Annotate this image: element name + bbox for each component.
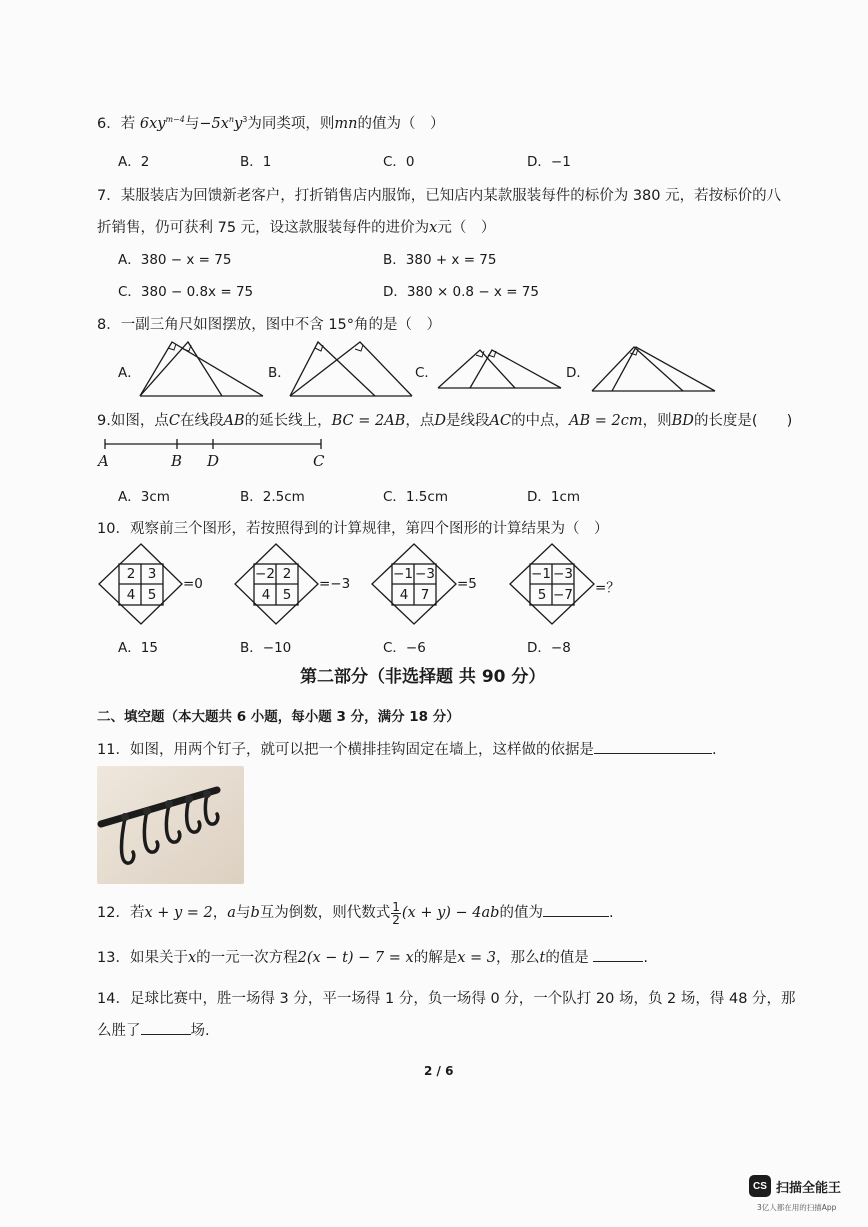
q10-figure-4 — [510, 544, 594, 624]
q8-set-squares-figure — [0, 0, 868, 420]
q6-option-c: C．0 — [383, 154, 415, 170]
q6-stem: 6．若 $6xy^{m-4}$与$-5x^ny^3$为同类项，则mn的值为（ ） — [97, 115, 445, 132]
q10-fig3-cell-tl: −1 — [393, 566, 413, 582]
q11-stem: 11．如图，用两个钉子，就可以把一个横排挂钩固定在墙上，这样做的依据是 . — [97, 742, 717, 758]
q8-option-c: C． — [415, 365, 438, 381]
q9-point-a-label: A — [98, 452, 109, 470]
watermark-tagline: 3亿人都在用的扫描App — [757, 1203, 837, 1212]
q11-answer-blank[interactable] — [594, 741, 712, 754]
q13-stem: 13．如果关于x的一元一次方程2(x − t) − 7 = x的解是x = 3，那么t的值是 . — [97, 950, 649, 966]
q10-figure-2 — [235, 544, 318, 624]
q9-stem: 9.如图，点C在线段AB的延长线上，BC = 2AB，点D是线段AC的中点，AB = 2cm，则BD的长度是( ) — [97, 413, 793, 429]
q7-option-d: D．380 × 0.8 − x = 75 — [383, 284, 539, 300]
q12-stem: 12．若x + y = 2，a与b互为倒数，则代数式 $\frac{1}{2}$ (x + y) − 4ab的值为 . — [97, 899, 614, 927]
camscanner-logo-icon: CS — [749, 1175, 771, 1197]
section2-header: 二、填空题（本大题共 6 小题，每小题 3 分，满分 18 分） — [97, 709, 460, 725]
q10-fig1-cell-tl: 2 — [126, 566, 136, 582]
q9-point-d-label: D — [207, 452, 220, 470]
q10-fig3-cell-tr: −3 — [415, 566, 435, 582]
q10-fig3-result: =5 — [457, 576, 477, 592]
q9-option-c: C．1.5cm — [383, 489, 448, 505]
q9-option-a: A．3cm — [118, 489, 170, 505]
q10-fig4-cell-tl: −1 — [531, 566, 551, 582]
q8-figure-a — [140, 342, 263, 396]
q10-fig2-cell-bl: 4 — [261, 587, 271, 603]
q7-line2: 折销售，仍可获利 75 元，设这款服装每件的进价为x元（ ） — [97, 220, 496, 236]
q10-fig1-result: =0 — [183, 576, 203, 592]
q10-fig1-cell-tr: 3 — [147, 566, 157, 582]
q8-stem: 8．一副三角尺如图摆放，图中不含 15°角的是（ ） — [97, 317, 442, 333]
q10-fig2-cell-tl: −2 — [255, 566, 275, 582]
q10-option-a: A．15 — [118, 640, 158, 656]
q14-line2: 么胜了 场. — [97, 1023, 210, 1039]
q10-figure-1 — [99, 544, 182, 624]
q10-stem: 10．观察前三个图形，若按照得到的计算规律，第四个图形的计算结果为（ ） — [97, 521, 609, 537]
q9-point-b-label: B — [171, 452, 183, 470]
q7-option-b: B．380 + x = 75 — [383, 252, 497, 268]
q10-fig1-cell-br: 5 — [147, 587, 157, 603]
q7-option-a: A．380 − x = 75 — [118, 252, 232, 268]
q10-fig3-cell-br: 7 — [420, 587, 430, 603]
q12-answer-blank[interactable] — [543, 904, 609, 917]
q7-line1: 7．某服装店为回馈新老客户，打折销售店内服饰，已知店内某款服装每件的标价为 380 元，若按标价的八 — [97, 188, 782, 204]
q14-line1: 14．足球比赛中，胜一场得 3 分，平一场得 1 分，负一场得 0 分，一个队打 20 场，负 2 场，得 48 分，那 — [97, 991, 796, 1007]
q10-fig2-cell-tr: 2 — [282, 566, 292, 582]
q10-fig4-cell-br: −7 — [553, 587, 573, 603]
q8-option-d: D． — [566, 365, 590, 381]
q6-option-a: A．2 — [118, 154, 150, 170]
q9-option-b: B．2.5cm — [240, 489, 305, 505]
q9-option-d: D．1cm — [527, 489, 581, 505]
page-number: 2 / 6 — [424, 1064, 454, 1078]
q14-answer-blank[interactable] — [141, 1022, 191, 1035]
q8-figure-c — [438, 350, 561, 388]
q10-fig4-cell-bl: 5 — [537, 587, 547, 603]
q6-option-b: B．1 — [240, 154, 272, 170]
q10-option-b: B．−10 — [240, 640, 292, 656]
q13-answer-blank[interactable] — [593, 949, 643, 962]
q12-fraction: $\frac{1}{2}$ — [392, 899, 400, 927]
part2-title: 第二部分（非选择题 共 90 分） — [300, 667, 546, 687]
q9-point-c-label: C — [313, 452, 325, 470]
q6-option-d: D．−1 — [527, 154, 571, 170]
q10-fig1-cell-bl: 4 — [126, 587, 136, 603]
q8-option-a: A． — [118, 365, 141, 381]
q8-option-b: B． — [268, 365, 291, 381]
q10-fig3-cell-bl: 4 — [399, 587, 409, 603]
q7-option-c: C．380 − 0.8x = 75 — [118, 284, 254, 300]
q10-fig2-cell-br: 5 — [282, 587, 292, 603]
q8-figure-d — [592, 347, 715, 391]
q10-option-c: C．−6 — [383, 640, 426, 656]
q10-fig4-result: =？ — [595, 580, 620, 596]
q10-fig4-cell-tr: −3 — [553, 566, 573, 582]
q10-option-d: D．−8 — [527, 640, 571, 656]
q10-figure-3 — [372, 544, 456, 624]
q10-fig2-result: =−3 — [319, 576, 351, 592]
watermark-app-name: 扫描全能王 — [776, 1181, 842, 1196]
q8-figure-b — [290, 342, 412, 396]
q11-hook-rack-photo — [97, 766, 244, 884]
